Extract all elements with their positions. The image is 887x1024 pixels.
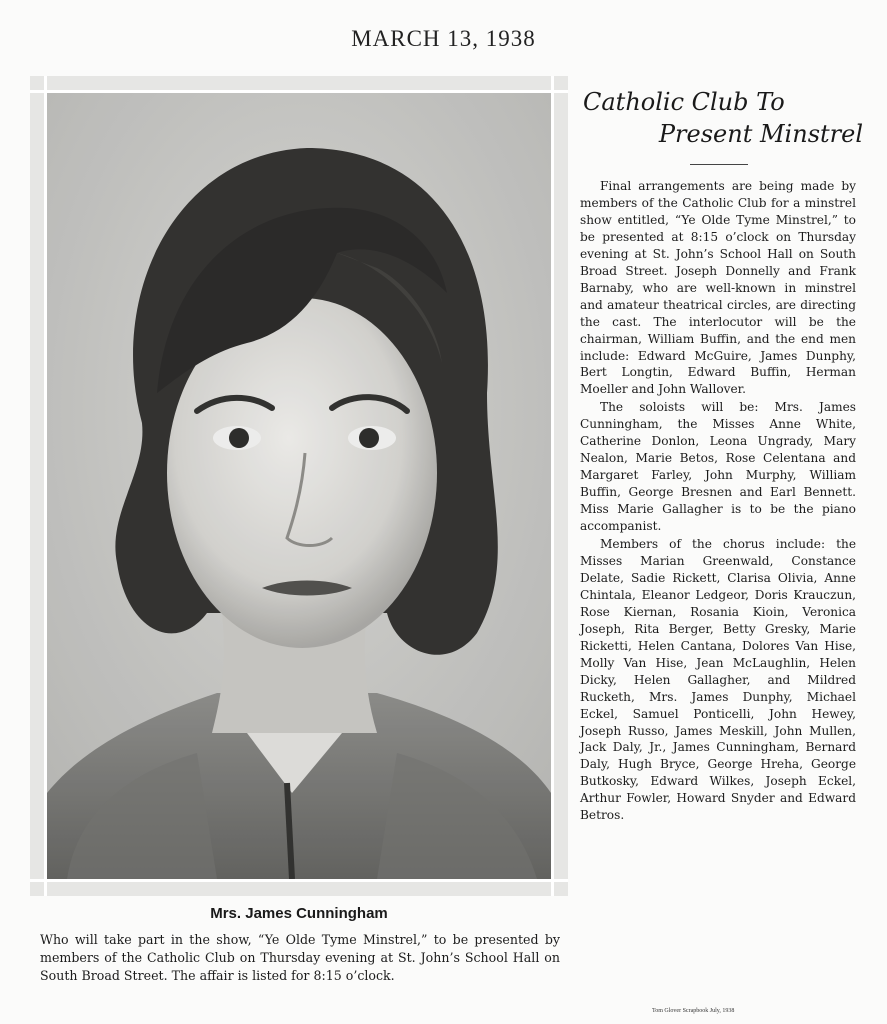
headline-rule [690,164,748,165]
scrapbook-note: Tom Glover Scrapbook July, 1938 [652,1008,735,1014]
photo-caption-name: Mrs. James Cunningham [210,905,388,922]
article-paragraph: Members of the chorus include: the Misses Marian Greenwald, Constance Delate, Sadie Rickett, Clarisa Olivia, Anne Chintala, Eleanor Ledgeor, Doris Krauczun, Rose Kiernan, Rosania Kioin, Veronica Joseph, Rita Berger, Betty Gresky, Marie Ricketti, Helen Cantana, Dolores Van Hise, Molly Van Hise, Jean McLaughlin, Helen Dicky, Helen Gallagher, and Mildred Rucketh, Mrs. James Dunphy, Michael Eckel, Samuel Ponticelli, John Hewey, Joseph Russo, James Meskill, John Mullen, Jack Daly, Jr., James Cunningham, Bernard Daly, Hugh Bryce, George Hreha, George Butkosky, Edward Wilkes, Joseph Eckel, Arthur Fowler, Howard Snyder and Edward Betros. [580,537,856,823]
portrait-illustration [47,93,551,879]
portrait-photo-icon [47,93,551,879]
headline-line-1: Catholic Club To [583,88,785,116]
headline [583,86,863,150]
frame-rule-right [551,76,554,896]
article-paragraph: Final arrangements are being made by members of the Catholic Club for a minstrel show entitled, “Ye Olde Tyme Minstrel,” to be presented at 8:15 o’clock on Thursday evening at St. John’s School Hall on South Broad Street. Joseph Donnelly and Frank Barnaby, who are well-known in minstrel and amateur theatrical circles, are directing the cast. The interlocutor will be the chairman, William Buffin, and the end men include: Edward McGuire, James Dunphy, Bert Longtin, Edward Buffin, Herman Moeller and John Wallover. [580,179,856,397]
photo-caption-text: Who will take part in the show, “Ye Olde Tyme Minstrel,” to be presented by members of the Catholic Club on Thursday evening at St. John’s School Hall on South Broad Street. The affair is listed for 8:15 o’clock. [40,932,560,983]
article-body [580,178,856,825]
date-line: MARCH 13, 1938 [351,26,536,51]
article-paragraph: The soloists will be: Mrs. James Cunningham, the Misses Anne White, Catherine Donlon, Leona Ungrady, Mary Nealon, Marie Betos, Rose Celentana and Margaret Farley, John Murphy, William Buffin, George Bresnen and Earl Bennett. Miss Marie Gallagher is to be the piano accompanist. [580,400,856,534]
frame-rule-bottom [30,879,568,882]
photo-frame [30,76,568,896]
headline-line-2: Present Minstrel [658,120,863,148]
